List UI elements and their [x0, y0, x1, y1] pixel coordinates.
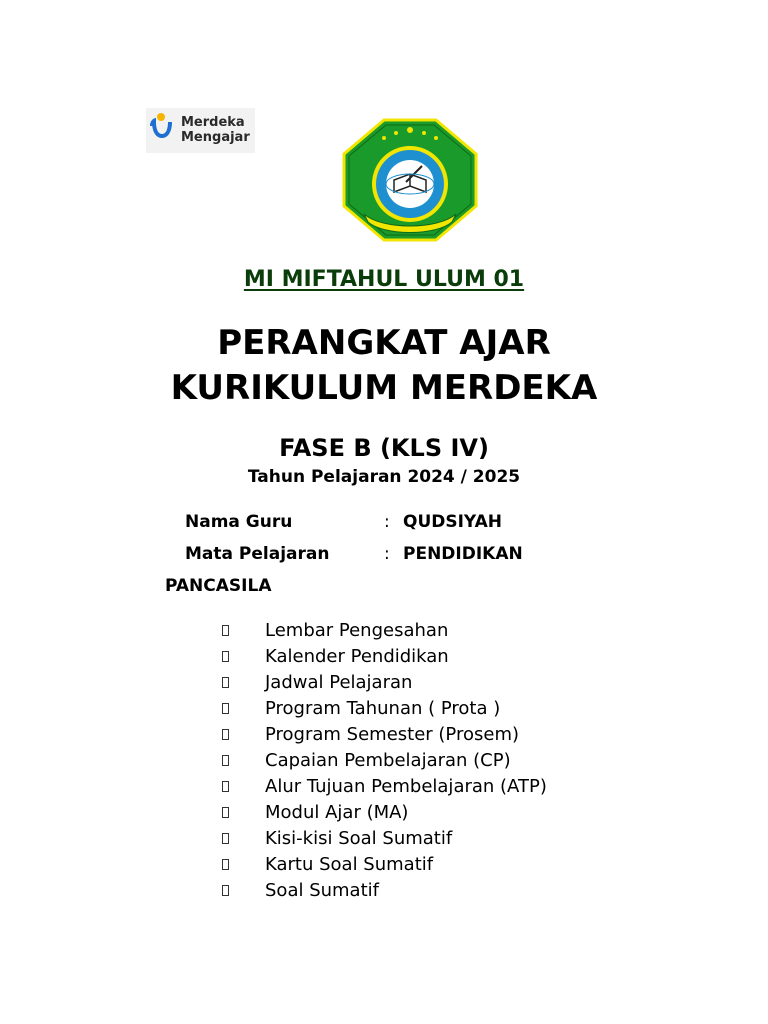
phase-heading: FASE B (KLS IV)	[279, 434, 489, 462]
teacher-name-value: QUDSIYAH	[403, 512, 503, 532]
list-item-text: Kalender Pendidikan	[265, 646, 449, 667]
list-item-text: Modul Ajar (MA)	[265, 802, 409, 823]
subject-value: PENDIDIKAN	[403, 544, 523, 564]
merdeka-mengajar-wordmark	[181, 115, 250, 145]
checkbox-bullet-icon	[222, 859, 229, 870]
merdeka-mengajar-logo	[146, 108, 255, 153]
list-item-text: Alur Tujuan Pembelajaran (ATP)	[265, 776, 547, 797]
checkbox-bullet-icon	[222, 755, 229, 766]
teacher-name-label: Nama Guru	[185, 512, 293, 532]
checkbox-bullet-icon	[222, 651, 229, 662]
document-title-line-1: PERANGKAT AJAR	[217, 323, 551, 363]
list-item-text: Program Semester (Prosem)	[265, 724, 519, 745]
logo-line-2: Mengajar	[181, 130, 250, 145]
list-item-text: Soal Sumatif	[265, 880, 379, 901]
list-item-text: Kartu Soal Sumatif	[265, 854, 434, 875]
checkbox-bullet-icon	[222, 677, 229, 688]
school-emblem-icon	[342, 118, 478, 242]
subject-value-continuation: PANCASILA	[165, 576, 272, 596]
list-item-text: Jadwal Pelajaran	[265, 672, 413, 693]
list-item-text: Capaian Pembelajaran (CP)	[265, 750, 511, 771]
subject-label: Mata Pelajaran	[185, 544, 330, 564]
list-item-text: Lembar Pengesahan	[265, 620, 449, 641]
checkbox-bullet-icon	[222, 729, 229, 740]
checkbox-bullet-icon	[222, 703, 229, 714]
school-name: MI MIFTAHUL ULUM 01	[243, 267, 525, 292]
list-item-text: Kisi-kisi Soal Sumatif	[265, 828, 453, 849]
merdeka-mengajar-logo-icon	[148, 110, 178, 150]
document-title-line-2: KURIKULUM MERDEKA	[170, 368, 598, 408]
checkbox-bullet-icon	[222, 625, 229, 636]
list-item-text: Program Tahunan ( Prota )	[265, 698, 501, 719]
teacher-name-colon: :	[384, 512, 390, 532]
checkbox-bullet-icon	[222, 885, 229, 896]
checkbox-bullet-icon	[222, 807, 229, 818]
subject-colon: :	[384, 544, 390, 564]
checkbox-bullet-icon	[222, 833, 229, 844]
logo-line-1: Merdeka	[181, 115, 245, 130]
checkbox-bullet-icon	[222, 781, 229, 792]
academic-year: Tahun Pelajaran 2024 / 2025	[247, 467, 521, 487]
